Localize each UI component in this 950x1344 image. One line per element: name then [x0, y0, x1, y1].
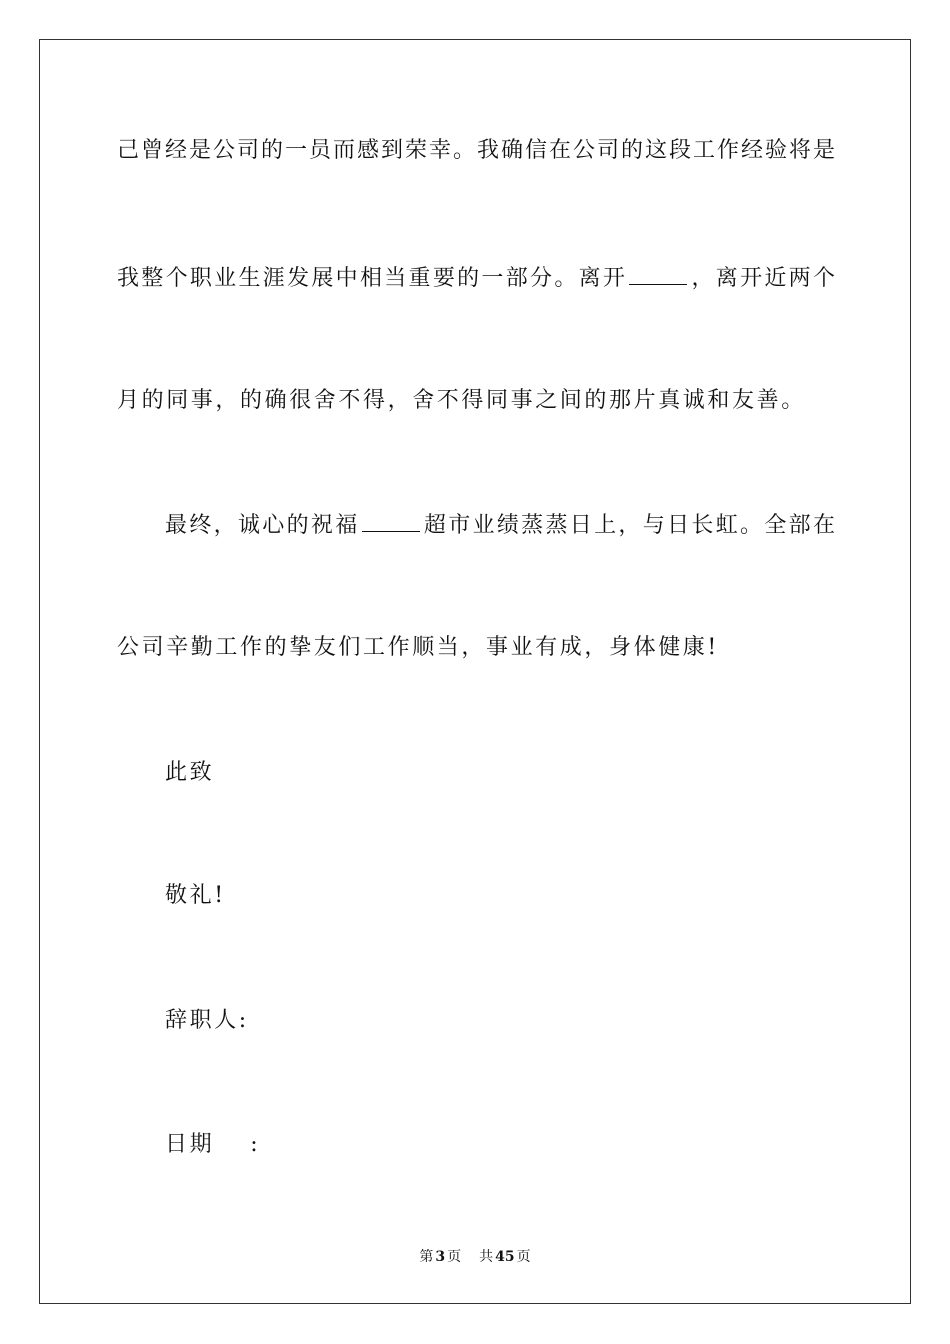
- signer-line: [165, 1006, 249, 1036]
- salutation: [165, 758, 214, 788]
- page-footer: [0, 1248, 950, 1266]
- regards: [165, 881, 226, 911]
- body-text: 公司辛勤工作的挚友们工作顺当，事业有成，身体健康!: [117, 635, 719, 660]
- fill-in-blank: [629, 262, 687, 285]
- date-line: [165, 1130, 260, 1160]
- body-text: 月的同事，的确很舍不得，舍不得同事之间的那片真诚和友善。: [117, 388, 806, 413]
- body-text: 最终，诚心的祝福: [165, 513, 360, 538]
- page-prefix: 第: [419, 1249, 434, 1265]
- body-line-4: [165, 509, 835, 541]
- body-line-1: [117, 136, 835, 166]
- body-line-2: [117, 262, 835, 294]
- body-line-3: [117, 386, 806, 416]
- page-border: [39, 39, 911, 1304]
- body-text: 我整个职业生涯发展中相当重要的一部分。离开: [117, 266, 628, 291]
- body-text: 超市业绩蒸蒸日上，与日长虹。全部在: [421, 513, 835, 538]
- salutation-text: 此致: [165, 760, 215, 785]
- fill-in-blank: [362, 509, 420, 532]
- regards-text: 敬礼!: [165, 883, 226, 908]
- body-line-5: [117, 633, 719, 663]
- page-number: 3: [435, 1249, 446, 1265]
- total-pages: 45: [495, 1249, 515, 1265]
- page-suffix: 页: [447, 1249, 462, 1265]
- body-text: 己曾经是公司的一员而感到荣幸。我确信在公司的这段工作经验将是: [117, 138, 835, 163]
- signer-label: 辞职人:: [165, 1008, 249, 1033]
- body-text: ，离开近两个: [689, 266, 835, 291]
- date-colon: :: [250, 1132, 261, 1157]
- date-label: 日期: [165, 1132, 215, 1157]
- total-prefix: 共: [479, 1249, 494, 1265]
- total-suffix: 页: [516, 1249, 531, 1265]
